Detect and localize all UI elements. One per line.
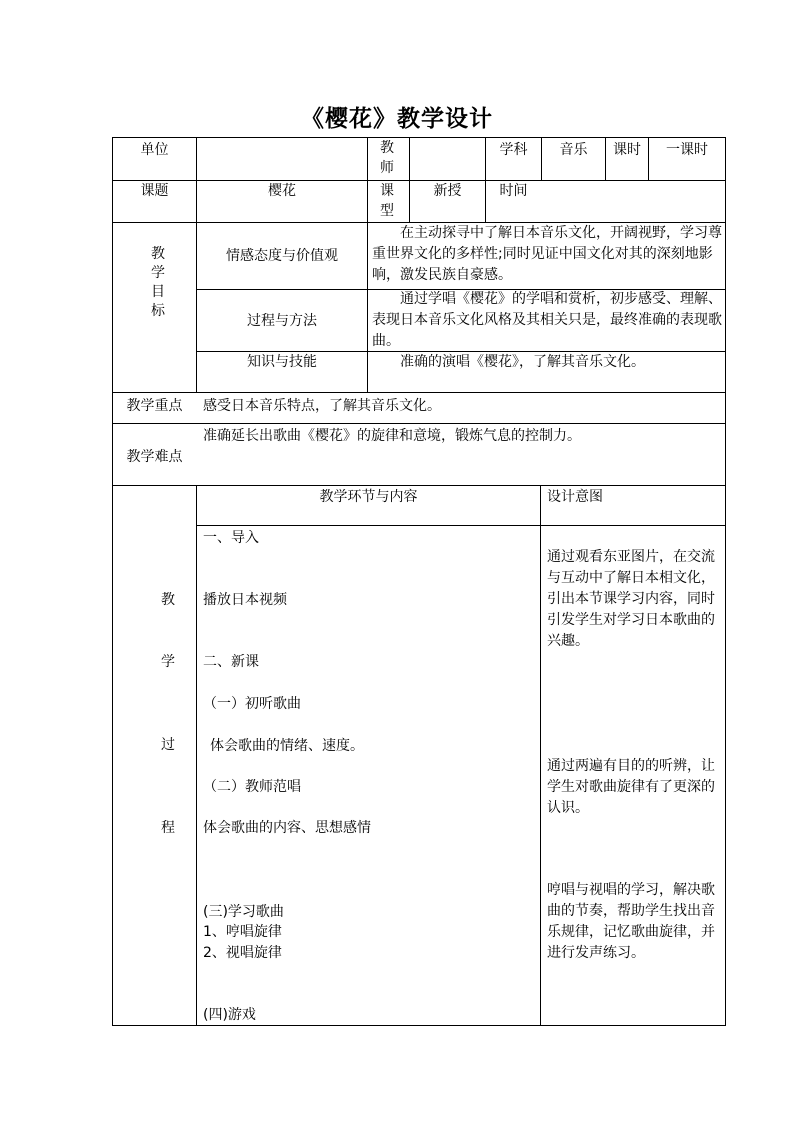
table-border-bottom bbox=[112, 1025, 726, 1026]
period-label: 课时 bbox=[613, 142, 641, 158]
content-line: 体会歌曲的情绪、速度。 bbox=[210, 738, 364, 754]
content-line: （二）教师范唱 bbox=[203, 779, 301, 795]
table-rule-vertical bbox=[409, 137, 410, 223]
difficulty-text: 准确延长出歌曲《樱花》的旋律和意境，锻炼气息的控制力。 bbox=[203, 428, 581, 444]
time-label: 时间 bbox=[499, 183, 528, 199]
table-rule bbox=[112, 423, 726, 424]
document-title: 《樱花》教学设计 bbox=[301, 106, 493, 132]
subject-label: 学科 bbox=[499, 142, 528, 158]
goal-text-emotion: 在主动探寻中了解日本音乐文化，开阔视野，学习尊重世界文化的多样性;同时见证中国文化对其的深刻地影响，激发民族自豪感。 bbox=[372, 225, 722, 283]
content-column-header: 教学环节与内容 bbox=[319, 489, 418, 505]
table-rule-vertical bbox=[367, 137, 368, 223]
goal-text-knowledge: 准确的演唱《樱花》，了解其音乐文化。 bbox=[400, 354, 645, 370]
content-line: (三)学习歌曲 bbox=[203, 904, 284, 920]
content-line: 二、新课 bbox=[203, 654, 259, 670]
goal-text-process: 通过学唱《樱花》的学唱和赏析，初步感受、理解、表现日本音乐文化风格及其相关只是，最终准确的表现歌曲。 bbox=[372, 291, 722, 349]
goals-label: 教学目标 bbox=[151, 246, 165, 319]
topic-label: 课题 bbox=[140, 183, 169, 199]
type-label: 课型 bbox=[380, 183, 394, 219]
content-line: 一、导入 bbox=[203, 530, 259, 546]
content-line: 播放日本视频 bbox=[203, 592, 287, 608]
table-rule bbox=[112, 392, 726, 393]
process-label-char: 教 bbox=[161, 592, 175, 608]
process-label-char: 过 bbox=[161, 737, 175, 753]
process-label-char: 学 bbox=[161, 654, 175, 670]
table-border-left bbox=[112, 137, 113, 1026]
content-line: 体会歌曲的内容、思想感情 bbox=[203, 820, 371, 836]
goal-name-knowledge: 知识与技能 bbox=[247, 354, 317, 370]
period-value: 一课时 bbox=[666, 142, 708, 158]
key-point-text: 感受日本音乐特点，了解其音乐文化。 bbox=[203, 398, 441, 414]
intent-text: 通过观看东亚图片，在交流与互动中了解日本相文化，引出本节课学习内容，同时引发学生对学习日本歌曲的兴趣。 bbox=[547, 549, 715, 649]
teacher-label: 教师 bbox=[380, 140, 394, 176]
intent-column-header: 设计意图 bbox=[547, 489, 603, 505]
content-line: (四)游戏 bbox=[203, 1007, 256, 1023]
goal-name-process: 过程与方法 bbox=[247, 313, 317, 329]
type-value: 新授 bbox=[433, 183, 462, 199]
table-rule bbox=[112, 485, 726, 486]
content-line: 1、哼唱旋律 bbox=[203, 924, 282, 940]
difficulty-label: 教学难点 bbox=[126, 449, 183, 465]
table-rule-vertical bbox=[540, 485, 541, 1026]
content-line: 2、视唱旋律 bbox=[203, 945, 282, 961]
goal-name-emotion: 情感态度与价值观 bbox=[226, 248, 338, 264]
key-point-label: 教学重点 bbox=[126, 398, 183, 414]
process-label-char: 程 bbox=[161, 820, 175, 836]
table-rule-vertical bbox=[367, 222, 368, 393]
table-border-top bbox=[112, 137, 726, 138]
intent-text: 哼唱与视唱的学习，解决歌曲的节奏，帮助学生找出音乐规律，记忆歌曲旋律，并进行发声练习。 bbox=[547, 882, 715, 961]
table-rule bbox=[196, 525, 726, 526]
unit-label: 单位 bbox=[140, 142, 169, 158]
topic-value: 樱花 bbox=[268, 183, 296, 199]
content-line: （一）初听歌曲 bbox=[203, 696, 301, 712]
table-border-right bbox=[725, 137, 726, 1026]
table-rule-vertical bbox=[196, 485, 197, 1026]
intent-text: 通过两遍有目的的听辨，让学生对歌曲旋律有了更深的认识。 bbox=[547, 758, 715, 816]
subject-value: 音乐 bbox=[559, 142, 588, 158]
